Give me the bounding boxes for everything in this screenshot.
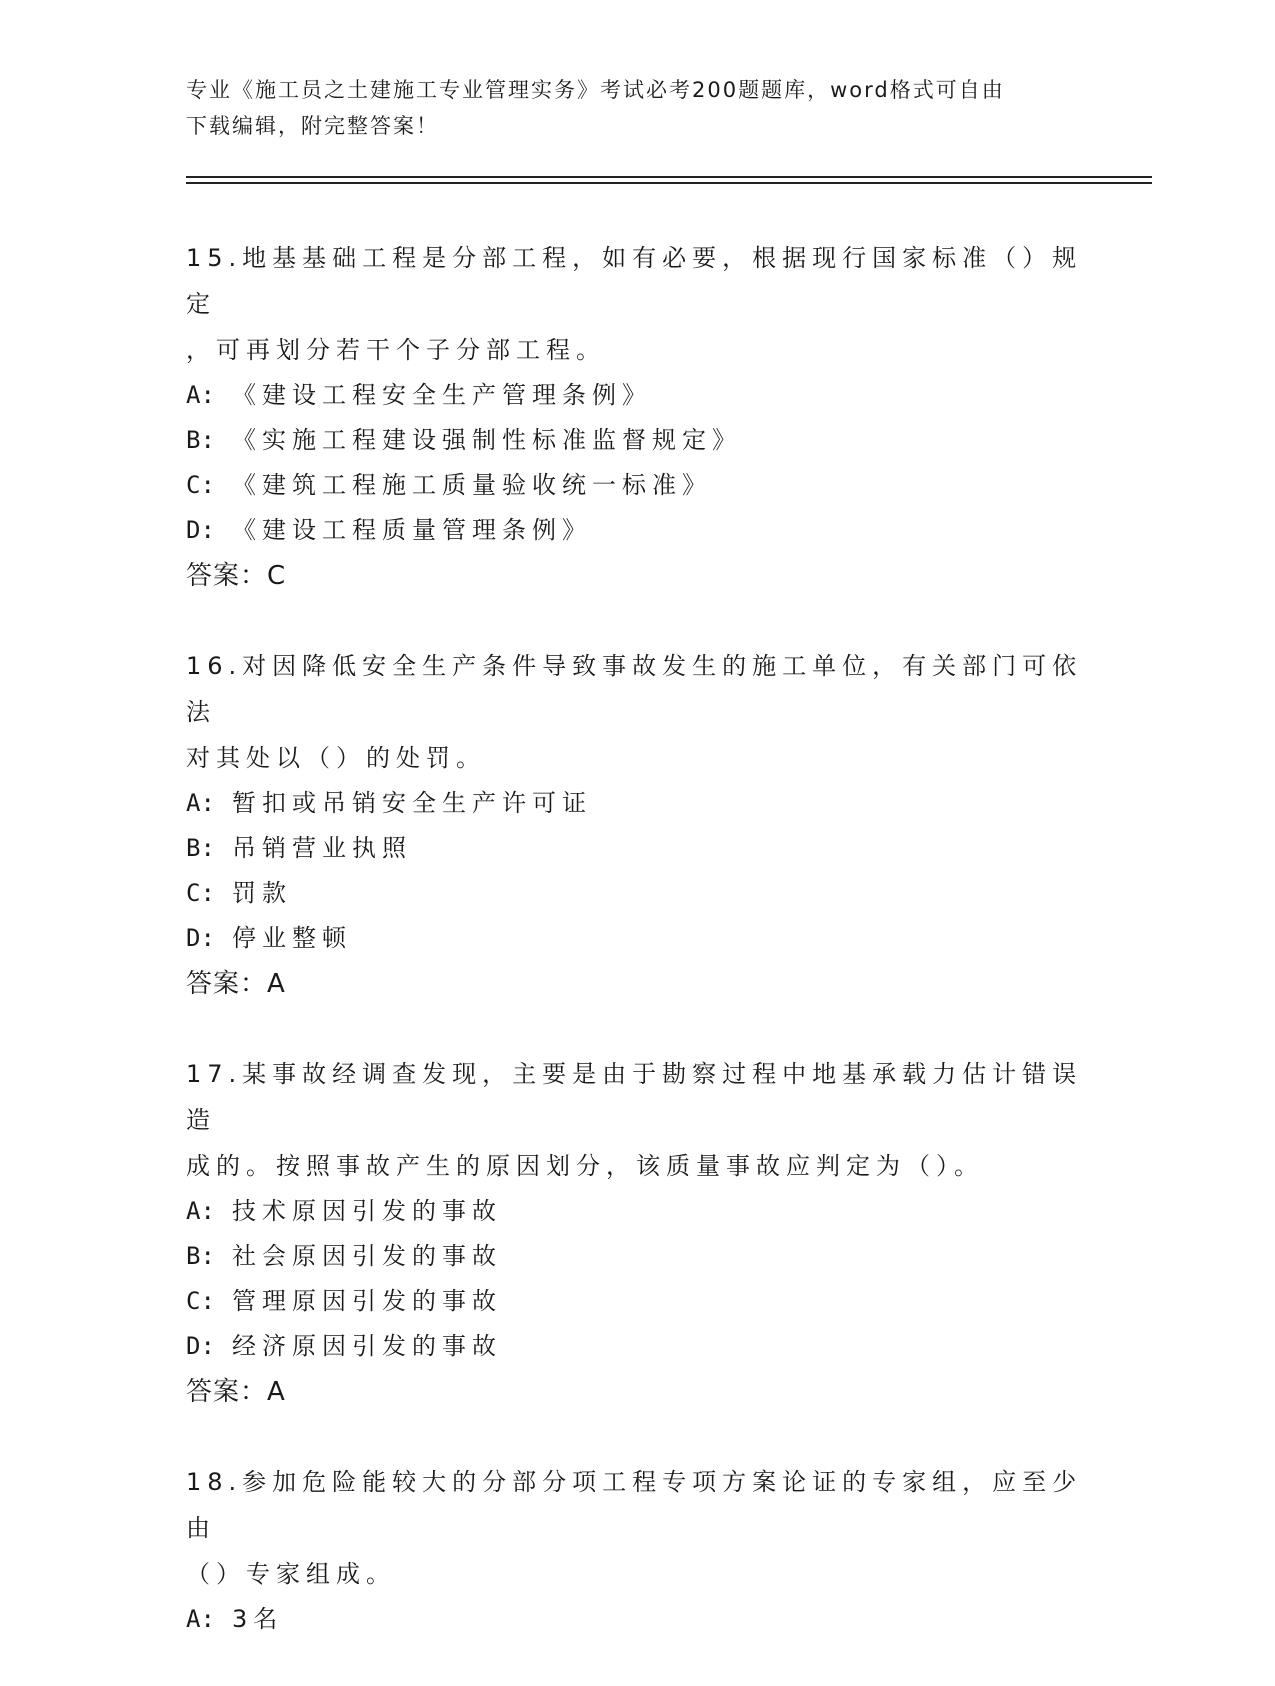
question-16	[186, 643, 1086, 1007]
option-c	[186, 463, 1086, 508]
question-text-cont: 对其处以（）的处罚。	[186, 744, 486, 772]
option-d	[186, 1324, 1086, 1369]
option-b	[186, 418, 1086, 463]
option-text: 管理原因引发的事故	[232, 1287, 502, 1315]
option-text: 《建设工程安全生产管理条例》	[232, 381, 652, 409]
question-text-cont: ，可再划分若干个子分部工程。	[186, 336, 606, 364]
option-letter: D:	[186, 924, 215, 952]
answer: 答案：A	[186, 969, 286, 999]
option-text: 《建筑工程施工质量验收统一标准》	[232, 471, 712, 499]
option-letter: C:	[186, 879, 215, 907]
option-letter: B:	[186, 426, 215, 454]
option-text: 技术原因引发的事故	[232, 1197, 502, 1225]
option-a	[186, 1189, 1086, 1234]
question-text: 18.参加危险能较大的分部分项工程专项方案论证的专家组，应至少由	[186, 1468, 1083, 1542]
option-text: 3名	[232, 1605, 284, 1633]
option-letter: D:	[186, 1332, 215, 1360]
option-text: 停业整顿	[232, 924, 352, 952]
option-text: 《实施工程建设强制性标准监督规定》	[232, 426, 742, 454]
option-c	[186, 1279, 1086, 1324]
option-letter: C:	[186, 471, 215, 499]
option-text: 暂扣或吊销安全生产许可证	[232, 789, 592, 817]
question-15	[186, 235, 1086, 599]
header-divider-top	[186, 176, 1152, 178]
answer: 答案：A	[186, 1377, 286, 1407]
option-letter: A:	[186, 1197, 215, 1225]
option-a	[186, 781, 1086, 826]
question-text: 15.地基基础工程是分部工程，如有必要，根据现行国家标准（）规定	[186, 244, 1083, 318]
option-letter: D:	[186, 516, 215, 544]
option-text: 《建设工程质量管理条例》	[232, 516, 592, 544]
option-letter: A:	[186, 789, 215, 817]
question-17	[186, 1051, 1086, 1415]
option-b	[186, 1234, 1086, 1279]
option-a	[186, 373, 1086, 418]
option-a	[186, 1597, 1086, 1642]
answer: 答案：C	[186, 561, 287, 591]
option-text: 社会原因引发的事故	[232, 1242, 502, 1270]
question-text-cont: 成的。按照事故产生的原因划分，该质量事故应判定为（）。	[186, 1152, 984, 1180]
header-line-1: 专业《施工员之土建施工专业管理实务》考试必考200题题库，word格式可自由	[186, 78, 1005, 102]
option-text: 吊销营业执照	[232, 834, 412, 862]
question-text: 16.对因降低安全生产条件导致事故发生的施工单位，有关部门可依法	[186, 652, 1083, 726]
question-text-cont: （）专家组成。	[186, 1560, 396, 1588]
question-18	[186, 1459, 1086, 1642]
document-header	[186, 72, 1066, 144]
option-text: 经济原因引发的事故	[232, 1332, 502, 1360]
option-d	[186, 508, 1086, 553]
option-letter: B:	[186, 1242, 215, 1270]
option-letter: A:	[186, 1605, 215, 1633]
option-b	[186, 826, 1086, 871]
option-letter: B:	[186, 834, 215, 862]
option-d	[186, 916, 1086, 961]
question-list	[186, 235, 1086, 1686]
option-text: 罚款	[232, 879, 292, 907]
header-line-2: 下载编辑，附完整答案！	[186, 114, 439, 138]
option-letter: A:	[186, 381, 215, 409]
option-letter: C:	[186, 1287, 215, 1315]
option-c	[186, 871, 1086, 916]
question-text: 17.某事故经调查发现，主要是由于勘察过程中地基承载力估计错误造	[186, 1060, 1083, 1134]
header-divider-bottom	[186, 182, 1152, 184]
